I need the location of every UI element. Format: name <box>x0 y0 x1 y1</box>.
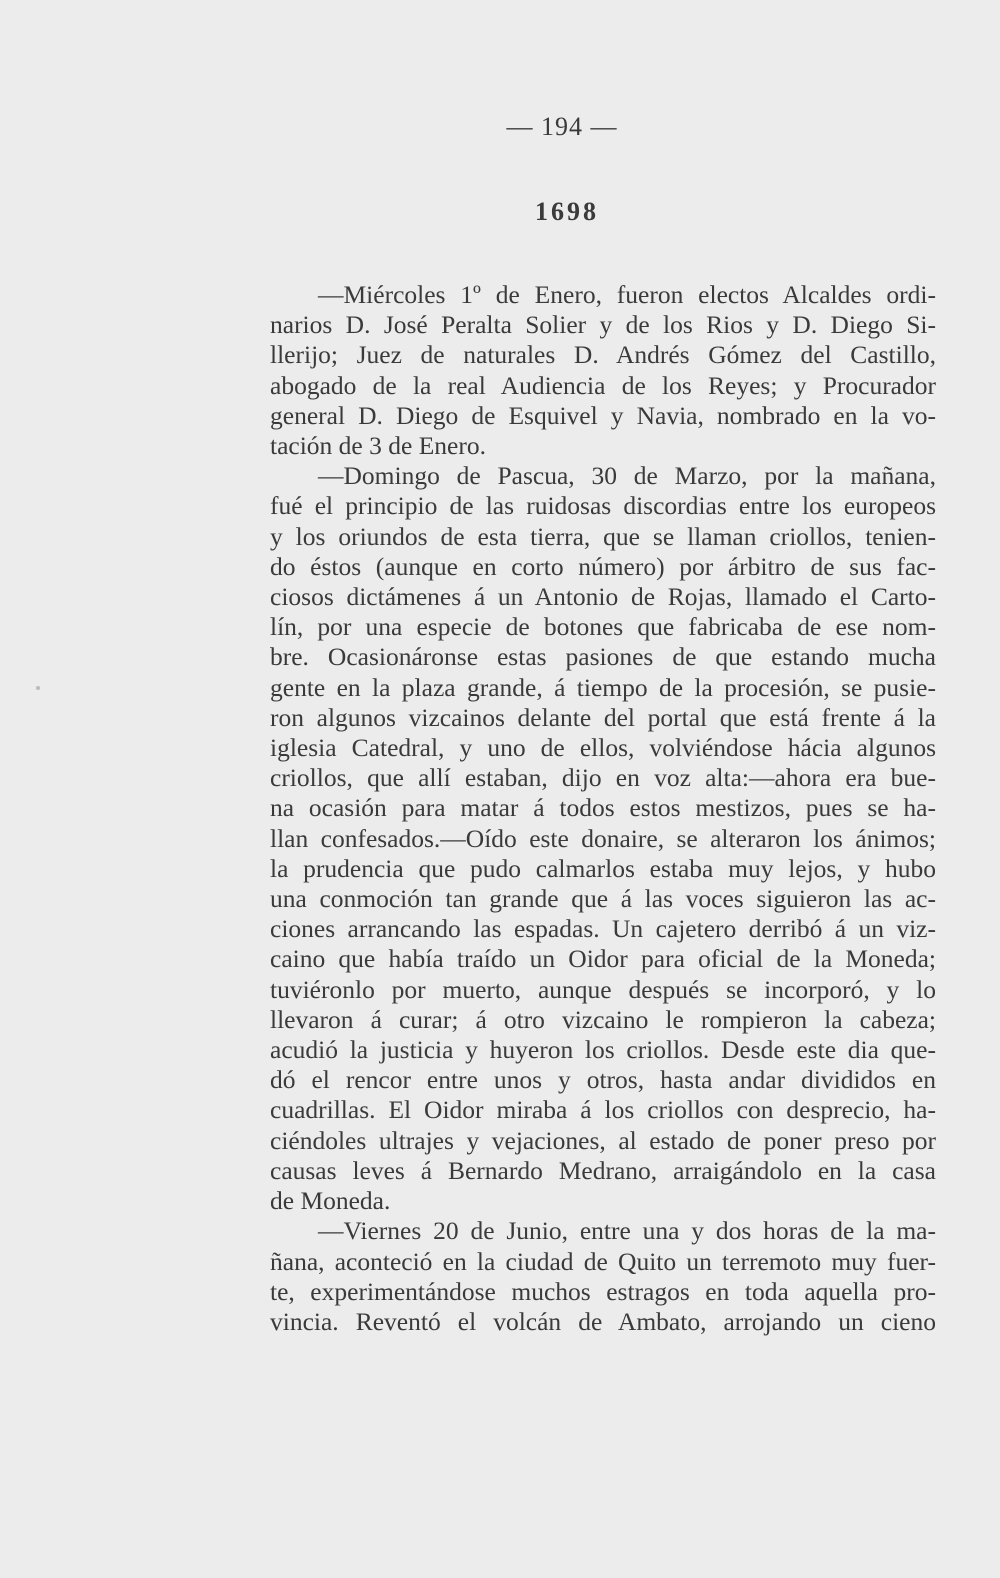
paragraph-discords <box>222 461 936 1216</box>
text-line: la prudencia que pudo calmarlos estaba muy lejos, y hubo <box>270 853 936 883</box>
text-line: —Viernes 20 de Junio, entre una y dos horas de la ma- <box>318 1216 936 1246</box>
text-line: ñana, aconteció en la ciudad de Quito un terremoto muy fuer- <box>270 1246 936 1276</box>
text-line: acudió la justicia y huyeron los criollos. Desde este dia que- <box>270 1035 936 1065</box>
text-line: general D. Diego de Esquivel y Navia, nombrado en la vo- <box>270 400 936 430</box>
text-line: llevaron á curar; á otro vizcaino le rompieron la cabeza; <box>270 1004 936 1034</box>
body-text <box>222 280 936 1337</box>
text-line: dó el rencor entre unos y otros, hasta andar divididos en <box>270 1065 936 1095</box>
text-line: bre. Ocasionáronse estas pasiones de que estando mucha <box>270 642 936 672</box>
text-line: tación de 3 de Enero. <box>270 431 486 461</box>
text-line: una conmoción tan grande que á las voces siguieron las ac- <box>270 884 936 914</box>
text-line: ciosos dictámenes á un Antonio de Rojas, llamado el Carto- <box>270 582 936 612</box>
text-line: fué el principio de las ruidosas discordias entre los europeos <box>270 491 936 521</box>
paper-speck <box>36 686 40 690</box>
text-line: lín, por una especie de botones que fabricaba de ese nom- <box>270 612 936 642</box>
text-line: te, experimentándose muchos estragos en toda aquella pro- <box>270 1276 936 1306</box>
text-line: iglesia Catedral, y uno de ellos, volviéndose hácia algunos <box>270 733 936 763</box>
text-line: cuadrillas. El Oidor miraba á los criollos con desprecio, ha- <box>270 1095 936 1125</box>
text-line: causas leves á Bernardo Medrano, arraigándolo en la casa <box>270 1155 936 1185</box>
text-line: caino que había traído un Oidor para oficial de la Moneda; <box>270 944 936 974</box>
text-line: vincia. Reventó el volcán de Ambato, arrojando un cieno <box>270 1306 936 1336</box>
text-line: tuviéronlo por muerto, aunque después se incorporó, y lo <box>270 974 936 1004</box>
text-line: ciéndoles ultrajes y vejaciones, al estado de poner preso por <box>270 1125 936 1155</box>
text-line: na ocasión para matar á todos estos mestizos, pues se ha- <box>270 793 936 823</box>
year-heading: 1698 <box>535 197 599 226</box>
text-line: —Miércoles 1º de Enero, fueron electos Alcaldes ordi- <box>318 280 936 309</box>
text-line: do éstos (aunque en corto número) por árbitro de sus fac- <box>270 551 936 581</box>
text-line: llerijo; Juez de naturales D. Andrés Gómez del Castillo, <box>270 340 936 370</box>
paragraph-elections <box>222 280 936 461</box>
text-line: —Domingo de Pascua, 30 de Marzo, por la mañana, <box>318 461 936 491</box>
text-line: y los oriundos de esta tierra, que se llaman criollos, tenien- <box>270 521 936 551</box>
text-line: gente en la plaza grande, á tiempo de la procesión, se pusie- <box>270 672 936 702</box>
text-line: ciones arrancando las espadas. Un cajetero derribó á un viz- <box>270 914 936 944</box>
text-line: llan confesados.—Oído este donaire, se alteraron los ánimos; <box>270 823 936 853</box>
paragraph-earthquake <box>222 1216 936 1337</box>
page-number: — 194 — <box>506 112 618 141</box>
text-line: narios D. José Peralta Solier y de los Rios y D. Diego Si- <box>270 310 936 340</box>
text-line: criollos, que allí estaban, dijo en voz alta:—ahora era bue- <box>270 763 936 793</box>
text-line: abogado de la real Audiencia de los Reyes; y Procurador <box>270 370 936 400</box>
text-line: ron algunos vizcainos delante del portal que está frente á la <box>270 702 936 732</box>
text-line: de Moneda. <box>270 1186 391 1216</box>
